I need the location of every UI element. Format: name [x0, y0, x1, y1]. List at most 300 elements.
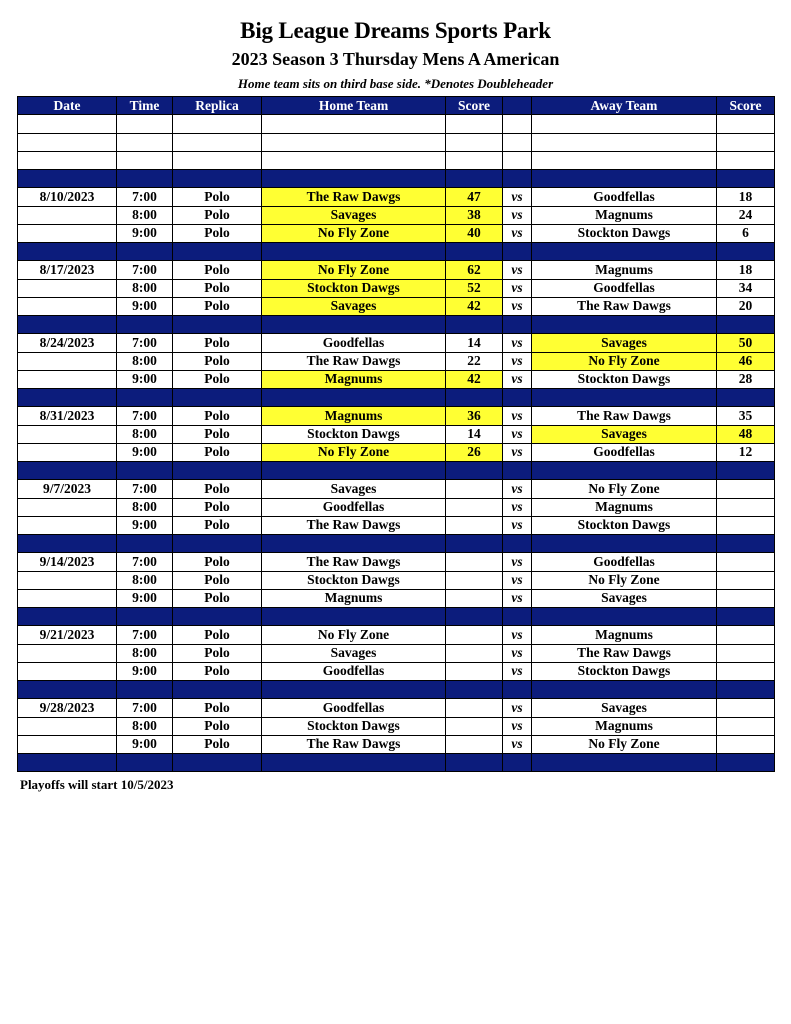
- game-date: [18, 443, 117, 461]
- empty-cell: [503, 608, 532, 626]
- empty-cell: [117, 170, 173, 188]
- empty-cell: [446, 151, 503, 169]
- empty-cell: [262, 133, 446, 151]
- empty-cell: [503, 170, 532, 188]
- empty-cell: [503, 316, 532, 334]
- game-field: Polo: [173, 717, 262, 735]
- home-team: Stockton Dawgs: [262, 717, 446, 735]
- home-team: No Fly Zone: [262, 261, 446, 279]
- empty-cell: [446, 170, 503, 188]
- week-separator: [18, 608, 775, 626]
- game-date: [18, 571, 117, 589]
- away-team: The Raw Dawgs: [532, 407, 717, 425]
- game-time: 9:00: [117, 370, 173, 388]
- empty-cell: [503, 681, 532, 699]
- empty-cell: [117, 462, 173, 480]
- empty-cell: [532, 608, 717, 626]
- col-home-score: Score: [446, 97, 503, 115]
- home-team: Goodfellas: [262, 498, 446, 516]
- empty-cell: [18, 535, 117, 553]
- empty-cell: [262, 608, 446, 626]
- home-team: Savages: [262, 206, 446, 224]
- game-field: Polo: [173, 224, 262, 242]
- game-time: 9:00: [117, 297, 173, 315]
- away-score: [717, 626, 775, 644]
- schedule-body: [18, 115, 775, 772]
- empty-cell: [717, 170, 775, 188]
- vs-label: vs: [503, 206, 532, 224]
- game-field: Polo: [173, 644, 262, 662]
- game-field: Polo: [173, 480, 262, 498]
- vs-label: vs: [503, 662, 532, 680]
- empty-cell: [173, 133, 262, 151]
- game-time: 9:00: [117, 589, 173, 607]
- empty-cell: [532, 133, 717, 151]
- week-separator: [18, 535, 775, 553]
- game-field: Polo: [173, 261, 262, 279]
- away-team: Goodfellas: [532, 279, 717, 297]
- empty-cell: [117, 535, 173, 553]
- away-team: No Fly Zone: [532, 352, 717, 370]
- game-row: [18, 644, 775, 662]
- game-row: [18, 224, 775, 242]
- game-time: 8:00: [117, 425, 173, 443]
- home-team: Goodfellas: [262, 662, 446, 680]
- home-score: 14: [446, 425, 503, 443]
- game-time: 8:00: [117, 352, 173, 370]
- game-time: 8:00: [117, 571, 173, 589]
- game-field: Polo: [173, 662, 262, 680]
- game-time: 8:00: [117, 206, 173, 224]
- empty-cell: [717, 681, 775, 699]
- empty-cell: [173, 608, 262, 626]
- game-time: 9:00: [117, 735, 173, 753]
- week-separator: [18, 316, 775, 334]
- week-separator: [18, 754, 775, 772]
- game-date: 8/31/2023: [18, 407, 117, 425]
- empty-cell: [503, 462, 532, 480]
- empty-cell: [532, 754, 717, 772]
- game-row: [18, 735, 775, 753]
- empty-cell: [18, 243, 117, 261]
- away-score: [717, 699, 775, 717]
- empty-cell: [18, 389, 117, 407]
- home-team: Magnums: [262, 589, 446, 607]
- league-subtitle: 2023 Season 3 Thursday Mens A American: [231, 49, 560, 69]
- away-score: 46: [717, 352, 775, 370]
- away-score: [717, 717, 775, 735]
- empty-cell: [173, 389, 262, 407]
- game-row: [18, 699, 775, 717]
- week-separator: [18, 389, 775, 407]
- empty-cell: [717, 462, 775, 480]
- blank-row: [18, 133, 775, 151]
- game-time: 9:00: [117, 516, 173, 534]
- empty-cell: [117, 133, 173, 151]
- game-row: [18, 370, 775, 388]
- empty-cell: [503, 243, 532, 261]
- vs-label: vs: [503, 352, 532, 370]
- away-score: [717, 498, 775, 516]
- vs-label: vs: [503, 498, 532, 516]
- away-team: Magnums: [532, 261, 717, 279]
- home-score: [446, 626, 503, 644]
- home-team: Stockton Dawgs: [262, 571, 446, 589]
- game-row: [18, 407, 775, 425]
- home-score: [446, 571, 503, 589]
- game-field: Polo: [173, 188, 262, 206]
- empty-cell: [262, 535, 446, 553]
- col-date: Date: [18, 97, 117, 115]
- empty-cell: [18, 151, 117, 169]
- away-team: Stockton Dawgs: [532, 370, 717, 388]
- empty-cell: [262, 115, 446, 133]
- away-team: Savages: [532, 425, 717, 443]
- col-away-score: Score: [717, 97, 775, 115]
- week-separator: [18, 462, 775, 480]
- game-date: 9/21/2023: [18, 626, 117, 644]
- game-field: Polo: [173, 206, 262, 224]
- game-field: Polo: [173, 334, 262, 352]
- empty-cell: [173, 681, 262, 699]
- game-time: 7:00: [117, 553, 173, 571]
- away-team: Stockton Dawgs: [532, 224, 717, 242]
- game-date: [18, 662, 117, 680]
- empty-cell: [18, 681, 117, 699]
- empty-cell: [262, 151, 446, 169]
- header-row: [18, 97, 775, 115]
- game-row: [18, 279, 775, 297]
- game-time: 7:00: [117, 334, 173, 352]
- home-score: 38: [446, 206, 503, 224]
- game-date: 8/10/2023: [18, 188, 117, 206]
- game-date: 8/17/2023: [18, 261, 117, 279]
- empty-cell: [532, 151, 717, 169]
- away-team: Goodfellas: [532, 188, 717, 206]
- empty-cell: [173, 151, 262, 169]
- empty-cell: [117, 389, 173, 407]
- home-team: Magnums: [262, 407, 446, 425]
- empty-cell: [18, 462, 117, 480]
- game-date: [18, 498, 117, 516]
- empty-cell: [117, 608, 173, 626]
- away-score: 24: [717, 206, 775, 224]
- game-field: Polo: [173, 589, 262, 607]
- empty-cell: [717, 115, 775, 133]
- home-score: 26: [446, 443, 503, 461]
- empty-cell: [117, 151, 173, 169]
- game-time: 9:00: [117, 443, 173, 461]
- empty-cell: [717, 316, 775, 334]
- away-score: 50: [717, 334, 775, 352]
- vs-label: vs: [503, 480, 532, 498]
- away-team: Magnums: [532, 206, 717, 224]
- home-score: [446, 699, 503, 717]
- game-row: [18, 553, 775, 571]
- game-date: 8/24/2023: [18, 334, 117, 352]
- game-date: 9/7/2023: [18, 480, 117, 498]
- vs-label: vs: [503, 644, 532, 662]
- game-time: 9:00: [117, 662, 173, 680]
- empty-cell: [446, 681, 503, 699]
- game-time: 7:00: [117, 480, 173, 498]
- vs-label: vs: [503, 626, 532, 644]
- game-row: [18, 589, 775, 607]
- game-date: [18, 589, 117, 607]
- empty-cell: [262, 316, 446, 334]
- game-field: Polo: [173, 571, 262, 589]
- away-team: Magnums: [532, 626, 717, 644]
- away-team: The Raw Dawgs: [532, 297, 717, 315]
- empty-cell: [446, 462, 503, 480]
- game-row: [18, 717, 775, 735]
- game-field: Polo: [173, 516, 262, 534]
- empty-cell: [717, 151, 775, 169]
- empty-cell: [173, 316, 262, 334]
- game-row: [18, 571, 775, 589]
- away-score: 34: [717, 279, 775, 297]
- game-row: [18, 425, 775, 443]
- game-row: [18, 480, 775, 498]
- empty-cell: [503, 115, 532, 133]
- vs-label: vs: [503, 516, 532, 534]
- empty-cell: [173, 115, 262, 133]
- away-score: 6: [717, 224, 775, 242]
- game-date: [18, 735, 117, 753]
- game-date: [18, 516, 117, 534]
- empty-cell: [717, 608, 775, 626]
- vs-label: vs: [503, 589, 532, 607]
- empty-cell: [117, 754, 173, 772]
- blank-row: [18, 151, 775, 169]
- empty-cell: [117, 243, 173, 261]
- empty-cell: [173, 535, 262, 553]
- away-team: Goodfellas: [532, 553, 717, 571]
- col-replica: Replica: [173, 97, 262, 115]
- empty-cell: [18, 115, 117, 133]
- empty-cell: [503, 389, 532, 407]
- empty-cell: [262, 170, 446, 188]
- home-score: 22: [446, 352, 503, 370]
- home-score: [446, 480, 503, 498]
- home-score: [446, 644, 503, 662]
- away-score: 18: [717, 261, 775, 279]
- home-score: [446, 735, 503, 753]
- away-score: [717, 662, 775, 680]
- vs-label: vs: [503, 553, 532, 571]
- home-team: Savages: [262, 644, 446, 662]
- empty-cell: [503, 754, 532, 772]
- empty-cell: [717, 754, 775, 772]
- game-row: [18, 498, 775, 516]
- empty-cell: [446, 316, 503, 334]
- vs-label: vs: [503, 699, 532, 717]
- game-field: Polo: [173, 297, 262, 315]
- empty-cell: [262, 243, 446, 261]
- vs-label: vs: [503, 571, 532, 589]
- game-time: 8:00: [117, 717, 173, 735]
- game-row: [18, 188, 775, 206]
- game-field: Polo: [173, 498, 262, 516]
- away-team: Stockton Dawgs: [532, 516, 717, 534]
- home-score: [446, 516, 503, 534]
- game-date: [18, 224, 117, 242]
- game-row: [18, 206, 775, 224]
- empty-cell: [173, 170, 262, 188]
- home-score: [446, 662, 503, 680]
- away-score: [717, 644, 775, 662]
- vs-label: vs: [503, 261, 532, 279]
- away-score: [717, 480, 775, 498]
- game-row: [18, 297, 775, 315]
- game-time: 7:00: [117, 261, 173, 279]
- away-team: Stockton Dawgs: [532, 662, 717, 680]
- away-score: [717, 553, 775, 571]
- home-team: Savages: [262, 480, 446, 498]
- vs-label: vs: [503, 224, 532, 242]
- week-separator: [18, 170, 775, 188]
- home-score: [446, 717, 503, 735]
- empty-cell: [446, 243, 503, 261]
- home-team: The Raw Dawgs: [262, 188, 446, 206]
- empty-cell: [173, 462, 262, 480]
- empty-cell: [173, 243, 262, 261]
- game-field: Polo: [173, 407, 262, 425]
- vs-label: vs: [503, 717, 532, 735]
- home-team: Goodfellas: [262, 334, 446, 352]
- empty-cell: [532, 115, 717, 133]
- game-date: [18, 644, 117, 662]
- away-team: Savages: [532, 699, 717, 717]
- vs-label: vs: [503, 188, 532, 206]
- home-score: 47: [446, 188, 503, 206]
- home-score: 62: [446, 261, 503, 279]
- empty-cell: [717, 535, 775, 553]
- game-time: 7:00: [117, 699, 173, 717]
- empty-cell: [717, 389, 775, 407]
- game-date: [18, 717, 117, 735]
- game-date: 9/28/2023: [18, 699, 117, 717]
- away-score: 48: [717, 425, 775, 443]
- game-date: [18, 425, 117, 443]
- empty-cell: [117, 681, 173, 699]
- vs-label: vs: [503, 334, 532, 352]
- empty-cell: [717, 243, 775, 261]
- empty-cell: [532, 535, 717, 553]
- home-score: 42: [446, 297, 503, 315]
- away-team: No Fly Zone: [532, 480, 717, 498]
- home-score: 14: [446, 334, 503, 352]
- game-field: Polo: [173, 370, 262, 388]
- home-team: Goodfellas: [262, 699, 446, 717]
- empty-cell: [532, 170, 717, 188]
- vs-label: vs: [503, 370, 532, 388]
- col-away-team: Away Team: [532, 97, 717, 115]
- empty-cell: [18, 133, 117, 151]
- week-separator: [18, 681, 775, 699]
- schedule-note: Home team sits on third base side. *Denotes Doubleheader: [237, 76, 554, 91]
- home-team: No Fly Zone: [262, 626, 446, 644]
- home-team: The Raw Dawgs: [262, 735, 446, 753]
- game-field: Polo: [173, 699, 262, 717]
- empty-cell: [532, 681, 717, 699]
- home-team: Stockton Dawgs: [262, 425, 446, 443]
- game-time: 7:00: [117, 188, 173, 206]
- game-row: [18, 443, 775, 461]
- empty-cell: [262, 754, 446, 772]
- away-score: [717, 589, 775, 607]
- week-separator: [18, 243, 775, 261]
- game-date: 9/14/2023: [18, 553, 117, 571]
- away-score: [717, 516, 775, 534]
- empty-cell: [173, 754, 262, 772]
- away-score: 18: [717, 188, 775, 206]
- empty-cell: [262, 681, 446, 699]
- empty-cell: [503, 535, 532, 553]
- game-row: [18, 626, 775, 644]
- game-field: Polo: [173, 626, 262, 644]
- game-date: [18, 297, 117, 315]
- empty-cell: [532, 389, 717, 407]
- home-score: [446, 498, 503, 516]
- empty-cell: [532, 316, 717, 334]
- away-team: Savages: [532, 334, 717, 352]
- game-field: Polo: [173, 279, 262, 297]
- game-field: Polo: [173, 352, 262, 370]
- away-score: 20: [717, 297, 775, 315]
- vs-label: vs: [503, 443, 532, 461]
- game-row: [18, 334, 775, 352]
- empty-cell: [532, 243, 717, 261]
- col-time: Time: [117, 97, 173, 115]
- away-team: Goodfellas: [532, 443, 717, 461]
- empty-cell: [117, 316, 173, 334]
- home-team: Magnums: [262, 370, 446, 388]
- home-score: 52: [446, 279, 503, 297]
- away-team: No Fly Zone: [532, 735, 717, 753]
- empty-cell: [503, 151, 532, 169]
- vs-label: vs: [503, 425, 532, 443]
- away-score: [717, 571, 775, 589]
- empty-cell: [117, 115, 173, 133]
- empty-cell: [446, 115, 503, 133]
- vs-label: vs: [503, 407, 532, 425]
- game-row: [18, 352, 775, 370]
- home-score: 36: [446, 407, 503, 425]
- game-row: [18, 662, 775, 680]
- game-time: 7:00: [117, 407, 173, 425]
- away-team: The Raw Dawgs: [532, 644, 717, 662]
- away-score: [717, 735, 775, 753]
- home-score: 42: [446, 370, 503, 388]
- game-time: 9:00: [117, 224, 173, 242]
- home-team: Stockton Dawgs: [262, 279, 446, 297]
- away-score: 35: [717, 407, 775, 425]
- empty-cell: [18, 754, 117, 772]
- page-title: Big League Dreams Sports Park: [240, 18, 551, 43]
- empty-cell: [717, 133, 775, 151]
- home-team: No Fly Zone: [262, 443, 446, 461]
- away-team: Magnums: [532, 498, 717, 516]
- game-date: [18, 279, 117, 297]
- home-team: The Raw Dawgs: [262, 352, 446, 370]
- game-time: 8:00: [117, 644, 173, 662]
- home-score: [446, 589, 503, 607]
- empty-cell: [446, 535, 503, 553]
- empty-cell: [18, 170, 117, 188]
- empty-cell: [446, 754, 503, 772]
- game-date: [18, 206, 117, 224]
